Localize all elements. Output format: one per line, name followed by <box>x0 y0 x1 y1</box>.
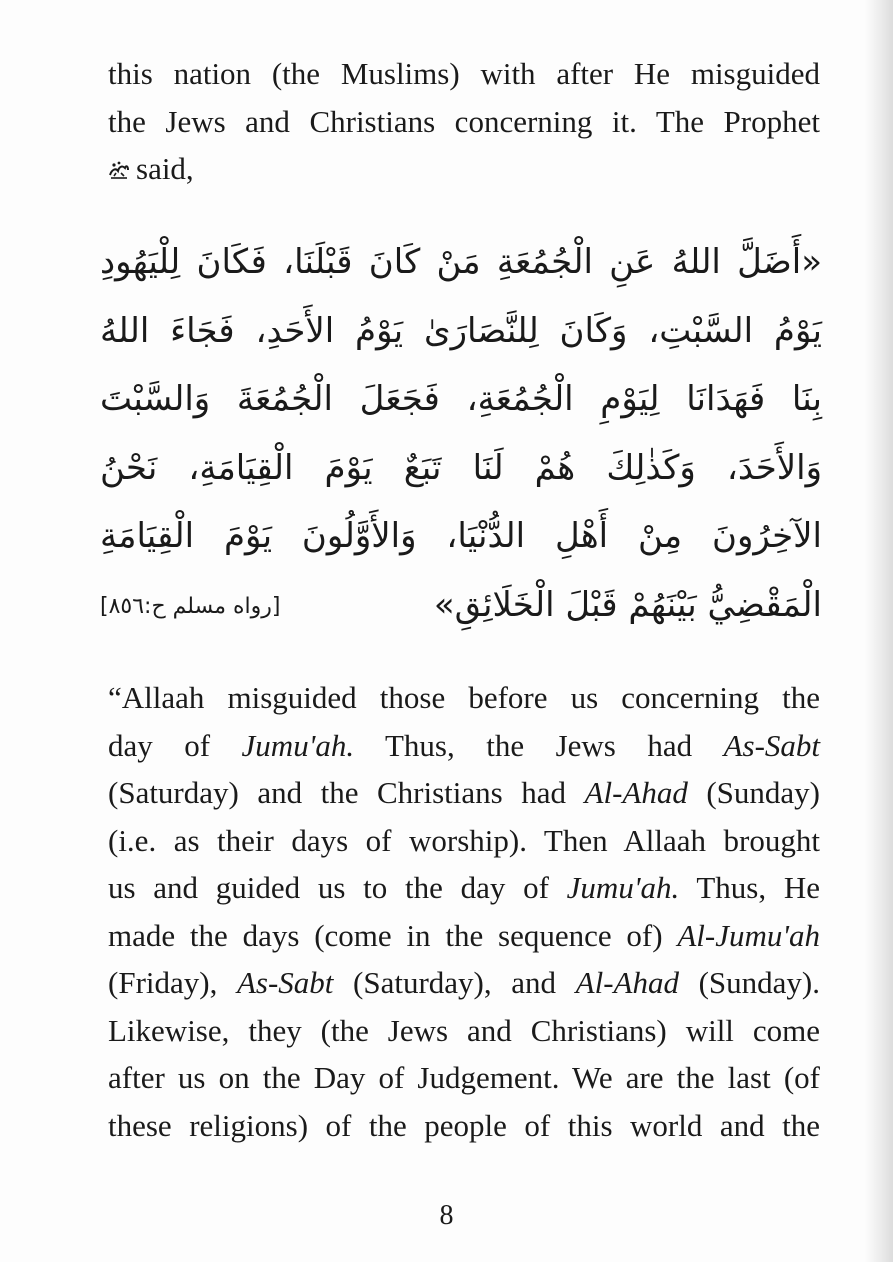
translation-text: made the days (come in the sequence of) <box>108 917 678 953</box>
translation-italic-term: Al-Jumu'ah <box>677 917 820 953</box>
translation-text: (Saturday) and the Christians had <box>108 775 585 810</box>
translation-line <box>108 769 820 817</box>
translation-italic-term: As-Sabt <box>236 965 334 1000</box>
page-number: 8 <box>439 1200 454 1231</box>
intro-line-last <box>108 145 820 193</box>
translation-italic-term: Al-Ahad <box>584 775 688 810</box>
translation-text: “Allaah misguided those before us concerning the <box>108 680 820 715</box>
translation-text: (i.e. as their days of worship). Then Allaah brought <box>108 822 820 858</box>
translation-line <box>108 1102 820 1150</box>
translation-line <box>108 912 820 960</box>
salallahu-alayhi-wasallam-icon <box>108 159 130 181</box>
translation-text: Likewise, they (the Jews and Christians) will come <box>108 1012 820 1048</box>
translation-italic-term: Jumu'ah. <box>241 727 355 763</box>
arabic-line: «أَضَلَّ اللهُ عَنِ الْجُمُعَةِ مَنْ كَانَ قَبْلَنَا، فَكَانَ لِلْيَهُودِ <box>100 242 822 282</box>
translation-line <box>108 959 820 1007</box>
translation-text: these religions) of the people of this world and the <box>108 1107 820 1143</box>
translation-italic-term: Jumu'ah. <box>566 870 680 905</box>
hadith-reference: [رواه مسلم ح:٨٥٦] <box>100 593 281 619</box>
translation-line <box>108 1007 820 1055</box>
translation-text: day of <box>108 727 242 763</box>
hadith-arabic-text <box>100 228 822 639</box>
translation-line <box>108 722 820 770</box>
translation-text: us and guided us to the day of <box>108 870 567 905</box>
translation-text: (Sunday). <box>678 965 820 1000</box>
translation-paragraph <box>108 674 820 1149</box>
intro-line-text: said, <box>136 151 194 186</box>
translation-italic-term: As-Sabt <box>723 727 820 763</box>
arabic-line: بِنَا فَهَدَانَا لِيَوْمِ الْجُمُعَةِ، فَجَعَلَ الْجُمُعَةَ وَالسَّبْتَ <box>100 379 822 419</box>
translation-line <box>108 864 820 912</box>
translation-text: (Saturday), and <box>333 965 576 1000</box>
translation-text: (Sunday) <box>687 775 820 810</box>
page-edge-shadow <box>865 0 893 1262</box>
translation-text: (Friday), <box>108 965 237 1000</box>
intro-line: the Jews and Christians concerning it. The Prophet <box>108 103 820 139</box>
arabic-line-last <box>100 571 822 640</box>
arabic-line: يَوْمُ السَّبْتِ، وَكَانَ لِلنَّصَارَىٰ يَوْمُ الأَحَدِ، فَجَاءَ اللهُ <box>100 310 822 351</box>
translation-text: Thus, He <box>679 870 820 905</box>
arabic-line-text: الْمَقْضِيُّ بَيْنَهُمْ قَبْلَ الْخَلَائِقِ» <box>433 584 822 625</box>
translation-line <box>108 674 820 722</box>
arabic-line: وَالأَحَدَ، وَكَذٰلِكَ هُمْ لَنَا تَبَعٌ يَوْمَ الْقِيَامَةِ، نَحْنُ <box>100 447 822 488</box>
translation-text: Thus, the Jews had <box>354 727 724 763</box>
translation-text: after us on the Day of Judgement. We are the last (of <box>108 1060 820 1095</box>
intro-line: this nation (the Muslims) with after He misguided <box>108 56 820 91</box>
translation-line <box>108 817 820 865</box>
translation-italic-term: Al-Ahad <box>575 965 679 1000</box>
translation-line <box>108 1054 820 1102</box>
intro-paragraph <box>108 50 820 193</box>
arabic-line: الآخِرُونَ مِنْ أَهْلِ الدُّنْيَا، وَالأَوَّلُونَ يَوْمَ الْقِيَامَةِ <box>100 516 822 556</box>
